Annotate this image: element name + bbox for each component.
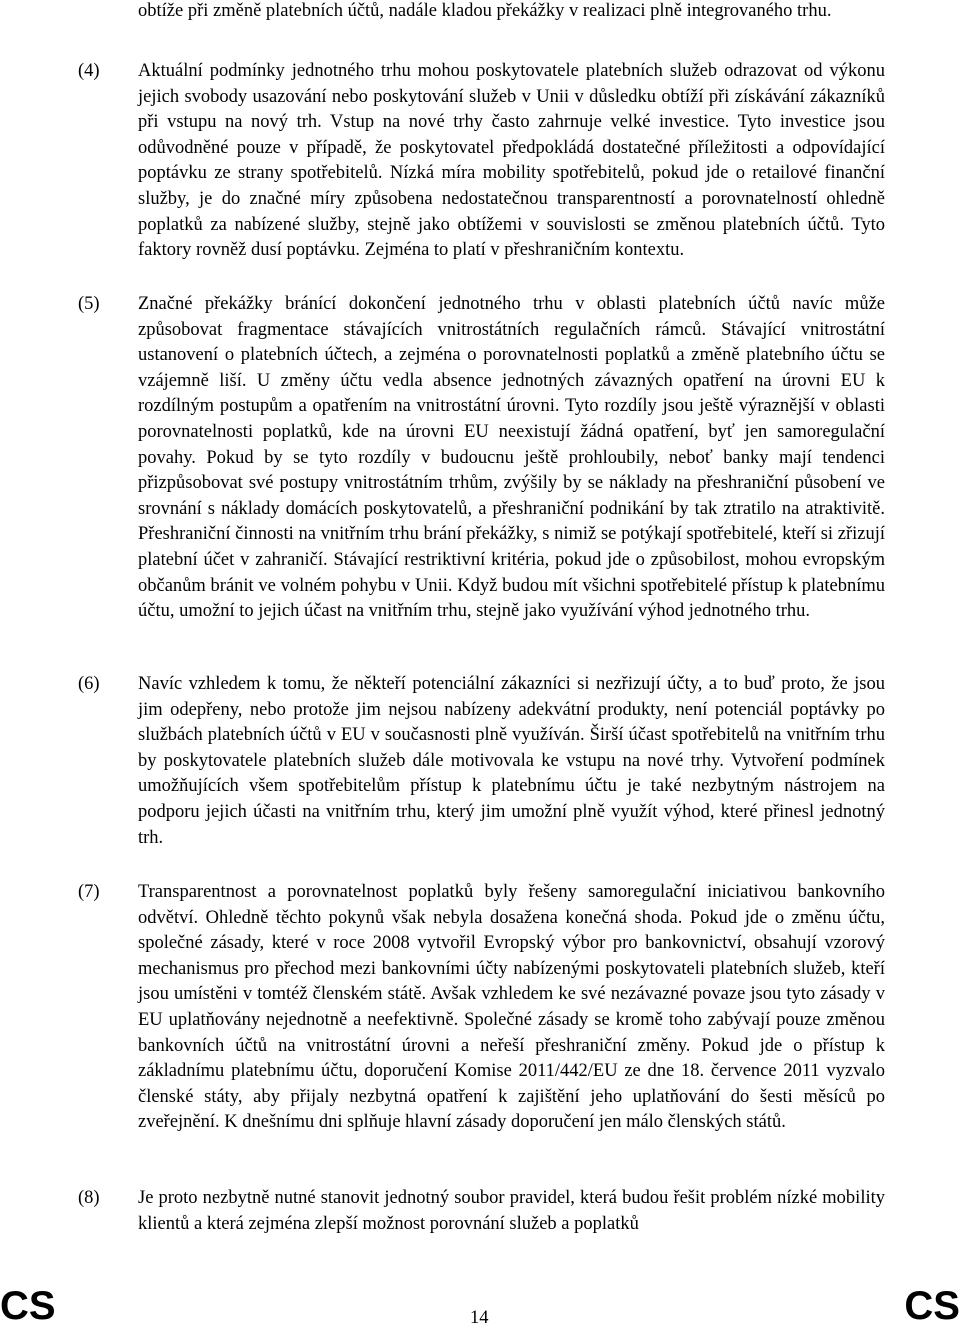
paragraph-number: (4) [78,61,100,81]
paragraph-text: Je proto nezbytně nutné stanovit jednotný soubor pravidel, která budou řešit problém nízké mobility klientů a která zejména zlepší možnost porovnání služeb a poplatků [138,1188,885,1234]
paragraph-text: Navíc vzhledem k tomu, že někteří potenciální zákazníci si nezřizují účty, a to buď proto, že jsou jim odepřeny, nebo protože jim nejsou nabízeny adekvátní produkty, není potenciál poptávky po službách platebních účtů v EU v současnosti plně využíván. Širší účast spotřebitelů na vnitřním trhu by poskytovatele platebních služeb dále motivovala ke vstupu na nové trhy. Vytvoření podmínek umožňujících všem spotřebitelům přístup k platebnímu účtu je také nezbytným nástrojem na podporu jejich účasti na vnitřním trhu, který jim umožní plně využít výhod, které přinesl jednotný trh. [138,674,885,848]
footer-language-right: CS [904,1284,960,1328]
paragraph-text: Značné překážky bránící dokončení jednotného trhu v oblasti platebních účtů navíc může způsobovat fragmentace stávajících vnitrostátních regulačních rámců. Stávající vnitrostátní ustanovení o platebních účtech, a zejména o porovnatelnosti poplatků a změně platebního účtu se vzájemně liší. U změny účtu vedla absence jednotných závazných opatření na úrovni EU k rozdílným postupům a opatřením na vnitrostátní úrovni. Tyto rozdíly jsou ještě výraznější v oblasti porovnatelnosti poplatků, kde na úrovni EU neexistují žádná opatření, byť jen samoregulační povahy. Pokud by se tyto rozdíly v budoucnu ještě prohloubily, neboť banky mají tendenci přizpůsobovat své postupy vnitrostátním trhům, zvýšily by se náklady na přeshraniční působení ve srovnání s náklady domácích poskytovatelů, a přeshraniční podnikání by tak ztratilo na atraktivitě. Přeshraniční činnosti na vnitřním trhu brání překážky, s nimiž se potýkají spotřebitelé, kteří si zřizují platební účet v zahraničí. Stávající restriktivní kritéria, pokud jde o způsobilost, mohou evropským občanům bránit ve volném pohybu v Unii. Když budou mít všichni spotřebitelé přístup k platebnímu účtu, umožní to jejich účast na vnitřním trhu, stejně jako využívání výhod jednotného trhu. [138,294,885,622]
paragraph-number: (8) [78,1188,100,1208]
paragraph-text: Aktuální podmínky jednotného trhu mohou poskytovatele platebních služeb odrazovat od výkonu jejich svobody usazování nebo poskytování služeb v Unii v důsledku obtíží při získávání zákazníků při vstupu na nový trh. Vstup na nové trhy často zahrnuje velké investice. Tyto investice jsou odůvodněné pouze v případě, že poskytovatel předpokládá dostatečné příležitosti a odpovídající poptávku ze strany spotřebitelů. Nízká míra mobility spotřebitelů, pokud jde o retailové finanční služby, je do značné míry způsobena nedostatečnou transparentností a porovnatelností ohledně poplatků za nabízené služby, stejně jako obtížemi v souvislosti se změnou platebních účtů. Tyto faktory rovněž dusí poptávku. Zejména to platí v přeshraničním kontextu. [138,61,885,261]
continuation-text: obtíže při změně platebních účtů, nadále kladou překážky v realizaci plně integrovaného trhu. [138,1,832,21]
paragraph-number: (7) [78,882,100,902]
paragraph-text: Transparentnost a porovnatelnost poplatků byly řešeny samoregulační iniciativou bankovního odvětví. Ohledně těchto pokynů však nebyla dosažena konečná shoda. Pokud jde o změnu účtu, společné zásady, které v roce 2008 vytvořil Evropský výbor pro bankovnictví, obsahují vzorový mechanismus pro přechod mezi bankovními účty nabízenými poskytovateli platebních služeb, kteří jsou umístěni v tomtéž členském státě. Avšak vzhledem ke své nezávazné povaze jsou tyto zásady v EU uplatňovány nejednotně a neefektivně. Společné zásady se kromě toho zabývají pouze změnou bankovních účtů na vnitrostátní úrovni a neřeší přeshraniční změny. Pokud jde o přístup k základnímu platebnímu účtu, doporučení Komise 2011/442/EU ze dne 18. července 2011 vyzvalo členské státy, aby přijaly nezbytná opatření k zajištění jeho uplatňování do šesti měsíců po zveřejnění. K dnešnímu dni splňuje hlavní zásady doporučení jen málo členských států. [138,882,885,1133]
page-number: 14 [470,1308,489,1328]
paragraph-number: (5) [78,294,100,314]
footer-language-left: CS [0,1284,56,1328]
paragraph-number: (6) [78,674,100,694]
